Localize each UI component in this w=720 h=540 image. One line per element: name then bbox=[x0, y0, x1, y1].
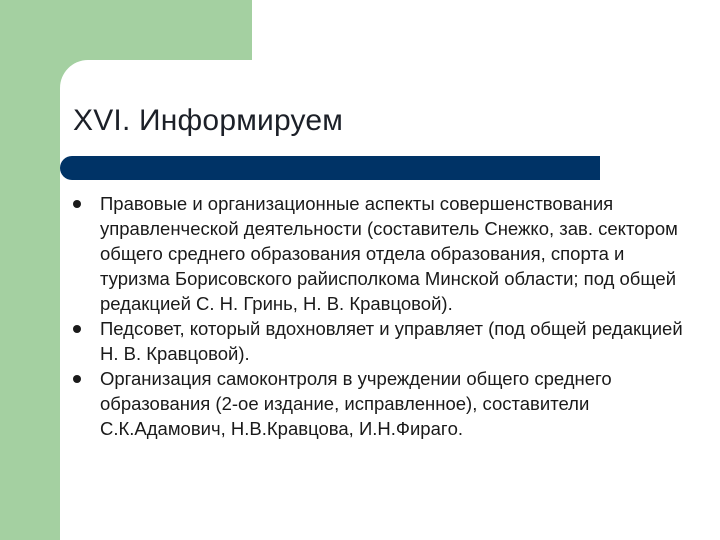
list-item bbox=[73, 366, 683, 441]
list-item bbox=[73, 316, 683, 366]
decorative-green-sidebar bbox=[0, 0, 60, 540]
bullet-icon bbox=[73, 325, 81, 333]
bullet-icon bbox=[73, 375, 81, 383]
slide-title: XVI. Информируем bbox=[73, 104, 344, 137]
list-item-text: Правовые и организационные аспекты совершенствования управленческой деятельности (составитель Снежко, зав. сектором общего среднего образования отдела образования, спорта и туризма Борисовского райисполкома Минской области; под общей редакцией С. Н. Гринь, Н. В. Кравцовой). bbox=[100, 193, 678, 314]
bullet-icon bbox=[73, 200, 81, 208]
list-item-text: Организация самоконтроля в учреждении общего среднего образования (2-ое издание, исправленное), составители С.К.Адамович, Н.В.Кравцова, И.Н.Фирагo. bbox=[100, 368, 612, 439]
bullet-list bbox=[73, 191, 683, 441]
title-underline-bar bbox=[60, 156, 600, 180]
list-item-text: Педсовет, который вдохновляет и управляет (под общей редакцией Н. В. Кравцовой). bbox=[100, 318, 683, 364]
list-item bbox=[73, 191, 683, 316]
